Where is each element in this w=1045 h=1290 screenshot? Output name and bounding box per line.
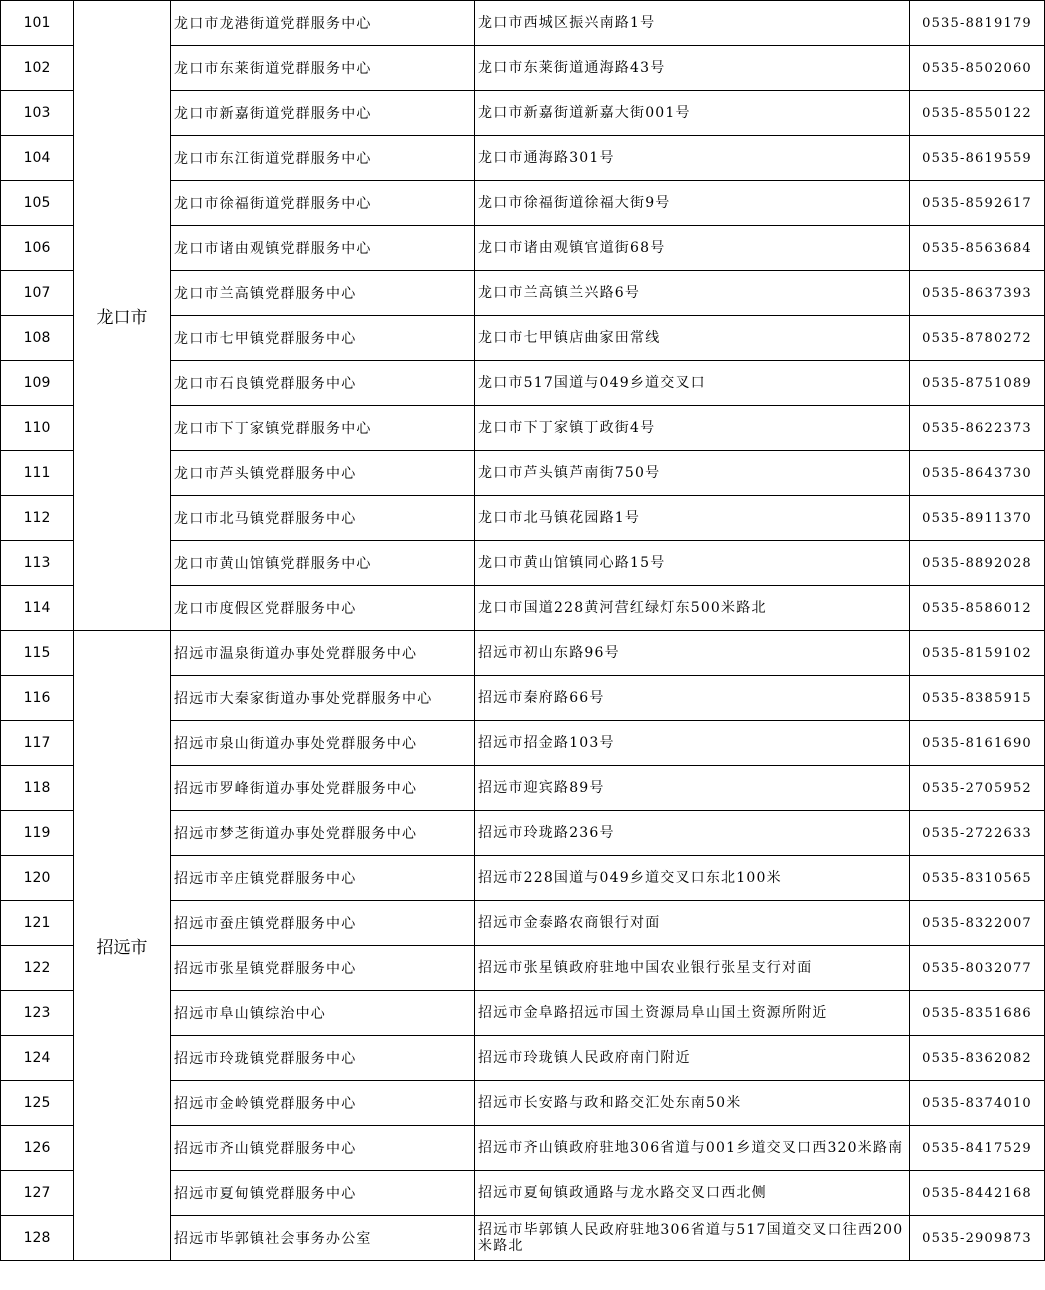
phone-number: 0535-8385915: [910, 676, 1045, 721]
center-name: 招远市毕郭镇社会事务办公室: [171, 1216, 475, 1261]
address-text: 招远市228国道与049乡道交叉口东北100米: [478, 870, 782, 886]
phone-number: 0535-8310565: [910, 856, 1045, 901]
phone-number: 0535-8563684: [910, 226, 1045, 271]
center-address: [475, 766, 910, 811]
table-row: [1, 631, 1045, 676]
row-number: 101: [1, 1, 74, 46]
row-number: 109: [1, 361, 74, 406]
phone-number: 0535-8751089: [910, 361, 1045, 406]
address-text: 龙口市517国道与049乡道交叉口: [478, 375, 706, 391]
table-body: [1, 1, 1045, 1261]
address-text: 招远市秦府路66号: [478, 690, 605, 706]
row-number: 122: [1, 946, 74, 991]
address-text: 龙口市兰高镇兰兴路6号: [478, 285, 641, 301]
address-text: 龙口市东莱街道通海路43号: [478, 60, 666, 76]
center-address: [475, 316, 910, 361]
address-text: 龙口市北马镇花园路1号: [478, 510, 641, 526]
phone-number: 0535-2909873: [910, 1216, 1045, 1261]
row-number: 116: [1, 676, 74, 721]
center-address: [475, 811, 910, 856]
address-text: 招远市张星镇政府驻地中国农业银行张星支行对面: [478, 960, 813, 976]
address-text: 招远市齐山镇政府驻地306省道与001乡道交叉口西320米路南: [478, 1140, 904, 1156]
center-address: [475, 631, 910, 676]
center-name: 龙口市东莱街道党群服务中心: [171, 46, 475, 91]
phone-number: 0535-8032077: [910, 946, 1045, 991]
address-text: 招远市金泰路农商银行对面: [478, 915, 661, 931]
center-name: 招远市玲珑镇党群服务中心: [171, 1036, 475, 1081]
phone-number: 0535-2705952: [910, 766, 1045, 811]
center-address: [475, 451, 910, 496]
row-number: 103: [1, 91, 74, 136]
center-address: [475, 271, 910, 316]
row-number: 110: [1, 406, 74, 451]
address-text: 招远市夏甸镇政通路与龙水路交叉口西北侧: [478, 1185, 767, 1201]
phone-number: 0535-8351686: [910, 991, 1045, 1036]
center-name: 龙口市诸由观镇党群服务中心: [171, 226, 475, 271]
center-address: [475, 991, 910, 1036]
row-number: 117: [1, 721, 74, 766]
address-text: 招远市毕郭镇人民政府驻地306省道与517国道交叉口往西200米路北: [478, 1222, 904, 1254]
row-number: 105: [1, 181, 74, 226]
row-number: 120: [1, 856, 74, 901]
center-name: 招远市齐山镇党群服务中心: [171, 1126, 475, 1171]
city-label: 龙口市: [96, 308, 148, 328]
center-name: 招远市梦芝街道办事处党群服务中心: [171, 811, 475, 856]
phone-number: 0535-8417529: [910, 1126, 1045, 1171]
address-text: 招远市金阜路招远市国土资源局阜山国土资源所附近: [478, 1005, 828, 1021]
row-number: 115: [1, 631, 74, 676]
address-text: 招远市迎宾路89号: [478, 780, 605, 796]
center-address: [475, 226, 910, 271]
center-address: [475, 46, 910, 91]
center-name: 招远市张星镇党群服务中心: [171, 946, 475, 991]
center-name: 招远市夏甸镇党群服务中心: [171, 1171, 475, 1216]
phone-number: 0535-8643730: [910, 451, 1045, 496]
center-name: 龙口市龙港街道党群服务中心: [171, 1, 475, 46]
row-number: 102: [1, 46, 74, 91]
center-name: 招远市温泉街道办事处党群服务中心: [171, 631, 475, 676]
center-name: 龙口市芦头镇党群服务中心: [171, 451, 475, 496]
phone-number: 0535-8362082: [910, 1036, 1045, 1081]
center-address: [475, 856, 910, 901]
center-name: 龙口市下丁家镇党群服务中心: [171, 406, 475, 451]
center-name: 招远市阜山镇综治中心: [171, 991, 475, 1036]
phone-number: 0535-8586012: [910, 586, 1045, 631]
center-address: [475, 1126, 910, 1171]
phone-number: 0535-8374010: [910, 1081, 1045, 1126]
center-name: 龙口市度假区党群服务中心: [171, 586, 475, 631]
center-address: [475, 136, 910, 181]
center-address: [475, 1, 910, 46]
phone-number: 0535-8892028: [910, 541, 1045, 586]
center-name: 龙口市徐福街道党群服务中心: [171, 181, 475, 226]
row-number: 123: [1, 991, 74, 1036]
center-address: [475, 586, 910, 631]
center-name: 龙口市东江街道党群服务中心: [171, 136, 475, 181]
center-name: 龙口市七甲镇党群服务中心: [171, 316, 475, 361]
phone-number: 0535-8442168: [910, 1171, 1045, 1216]
center-address: [475, 721, 910, 766]
phone-number: 0535-8550122: [910, 91, 1045, 136]
phone-number: 0535-8161690: [910, 721, 1045, 766]
row-number: 121: [1, 901, 74, 946]
city-cell: [74, 1, 171, 631]
center-address: [475, 901, 910, 946]
center-name: 招远市罗峰街道办事处党群服务中心: [171, 766, 475, 811]
phone-number: 0535-8911370: [910, 496, 1045, 541]
center-name: 龙口市北马镇党群服务中心: [171, 496, 475, 541]
address-text: 招远市长安路与政和路交汇处东南50米: [478, 1095, 742, 1111]
phone-number: 0535-8622373: [910, 406, 1045, 451]
center-address: [475, 1171, 910, 1216]
phone-number: 0535-8322007: [910, 901, 1045, 946]
address-text: 招远市玲珑路236号: [478, 825, 615, 841]
phone-number: 0535-8502060: [910, 46, 1045, 91]
row-number: 108: [1, 316, 74, 361]
center-name: 龙口市新嘉街道党群服务中心: [171, 91, 475, 136]
address-text: 龙口市西城区振兴南路1号: [478, 15, 656, 31]
center-address: [475, 496, 910, 541]
address-text: 龙口市下丁家镇丁政街4号: [478, 420, 656, 436]
table-row: [1, 1, 1045, 46]
row-number: 113: [1, 541, 74, 586]
phone-number: 0535-8159102: [910, 631, 1045, 676]
address-text: 龙口市七甲镇店曲家田常线: [478, 330, 661, 346]
center-name: 龙口市兰高镇党群服务中心: [171, 271, 475, 316]
row-number: 107: [1, 271, 74, 316]
address-text: 招远市招金路103号: [478, 735, 615, 751]
row-number: 124: [1, 1036, 74, 1081]
row-number: 104: [1, 136, 74, 181]
center-name: 招远市辛庄镇党群服务中心: [171, 856, 475, 901]
center-address: [475, 181, 910, 226]
center-address: [475, 91, 910, 136]
center-address: [475, 946, 910, 991]
row-number: 125: [1, 1081, 74, 1126]
phone-number: 0535-8619559: [910, 136, 1045, 181]
address-text: 龙口市国道228黄河营红绿灯东500米路北: [478, 600, 767, 616]
address-text: 龙口市黄山馆镇同心路15号: [478, 555, 666, 571]
phone-number: 0535-8819179: [910, 1, 1045, 46]
center-name: 龙口市石良镇党群服务中心: [171, 361, 475, 406]
address-text: 龙口市芦头镇芦南街750号: [478, 465, 661, 481]
address-text: 招远市初山东路96号: [478, 645, 620, 661]
phone-number: 0535-8637393: [910, 271, 1045, 316]
center-address: [475, 541, 910, 586]
center-address: [475, 406, 910, 451]
center-name: 招远市金岭镇党群服务中心: [171, 1081, 475, 1126]
row-number: 126: [1, 1126, 74, 1171]
address-text: 龙口市徐福街道徐福大街9号: [478, 195, 671, 211]
phone-number: 0535-8780272: [910, 316, 1045, 361]
phone-number: 0535-8592617: [910, 181, 1045, 226]
row-number: 111: [1, 451, 74, 496]
row-number: 119: [1, 811, 74, 856]
center-address: [475, 1036, 910, 1081]
row-number: 112: [1, 496, 74, 541]
phone-number: 0535-2722633: [910, 811, 1045, 856]
row-number: 118: [1, 766, 74, 811]
center-name: 招远市泉山街道办事处党群服务中心: [171, 721, 475, 766]
row-number: 114: [1, 586, 74, 631]
center-address: [475, 1216, 910, 1261]
row-number: 106: [1, 226, 74, 271]
center-address: [475, 1081, 910, 1126]
row-number: 127: [1, 1171, 74, 1216]
center-name: 招远市大秦家街道办事处党群服务中心: [171, 676, 475, 721]
center-name: 招远市蚕庄镇党群服务中心: [171, 901, 475, 946]
row-number: 128: [1, 1216, 74, 1261]
center-address: [475, 676, 910, 721]
address-text: 招远市玲珑镇人民政府南门附近: [478, 1050, 691, 1066]
city-cell: [74, 631, 171, 1261]
address-text: 龙口市新嘉街道新嘉大街001号: [478, 105, 691, 121]
center-name: 龙口市黄山馆镇党群服务中心: [171, 541, 475, 586]
address-text: 龙口市通海路301号: [478, 150, 615, 166]
city-label: 招远市: [96, 938, 148, 958]
address-text: 龙口市诸由观镇官道街68号: [478, 240, 666, 256]
center-address: [475, 361, 910, 406]
